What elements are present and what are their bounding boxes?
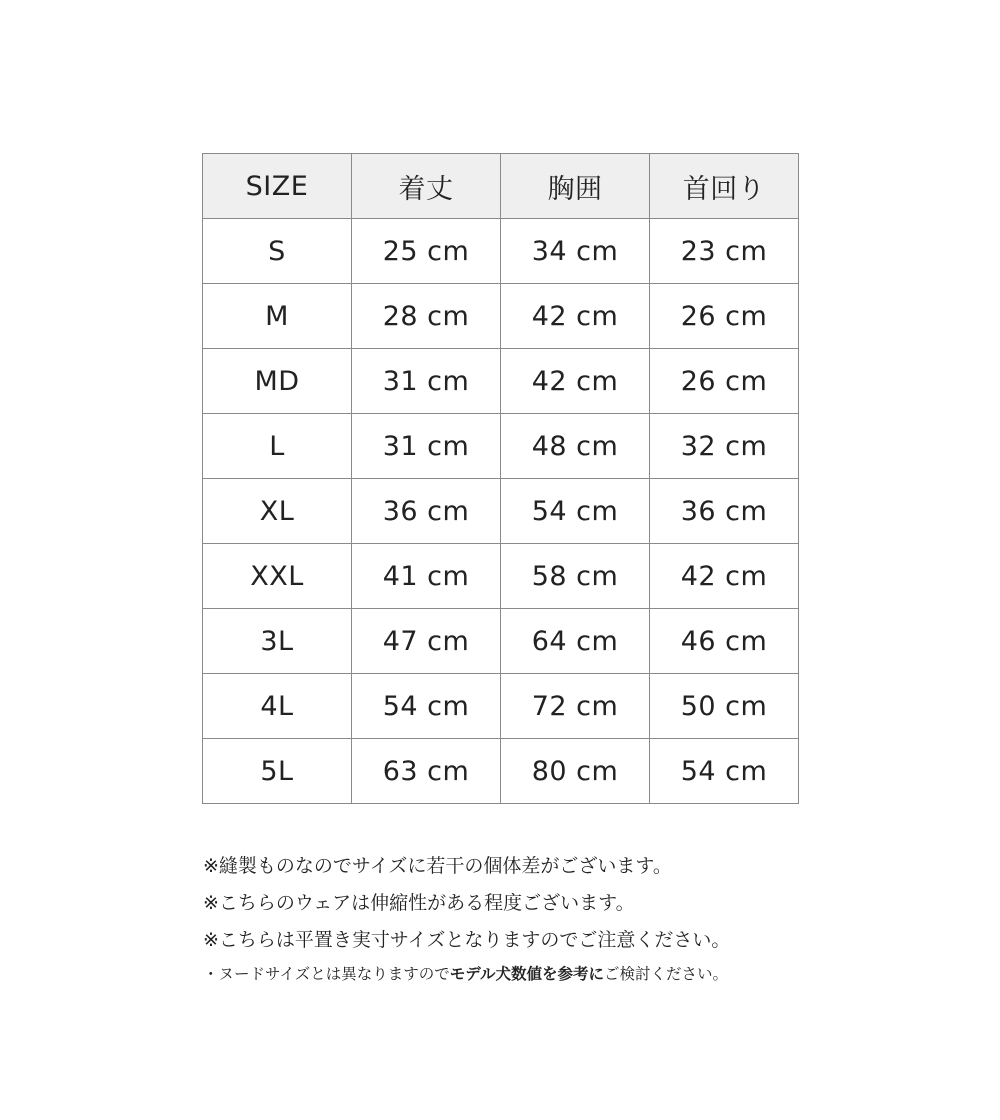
table-row (203, 284, 799, 349)
cell-chest: 58 cm (501, 544, 650, 609)
cell-neck: 32 cm (650, 414, 799, 479)
cell-length: 41 cm (352, 544, 501, 609)
note-nude-size-suffix: ご検討ください。 (604, 965, 729, 983)
cell-neck: 36 cm (650, 479, 799, 544)
cell-size: S (203, 219, 352, 284)
cell-size: 3L (203, 609, 352, 674)
cell-size: 4L (203, 674, 352, 739)
header-length: 着丈 (352, 154, 501, 219)
table-header-row (203, 154, 799, 219)
note-stretch: ※こちらのウェアは伸縮性がある程度ございます。 (203, 892, 635, 914)
header-neck: 首回り (650, 154, 799, 219)
cell-chest: 48 cm (501, 414, 650, 479)
cell-length: 54 cm (352, 674, 501, 739)
cell-chest: 64 cm (501, 609, 650, 674)
cell-neck: 50 cm (650, 674, 799, 739)
note-sewing-variance: ※縫製ものなのでサイズに若干の個体差がございます。 (203, 855, 672, 877)
table-row (203, 219, 799, 284)
table-row (203, 739, 799, 804)
cell-length: 36 cm (352, 479, 501, 544)
table-row (203, 414, 799, 479)
cell-chest: 34 cm (501, 219, 650, 284)
note-nude-size (203, 959, 823, 989)
cell-length: 63 cm (352, 739, 501, 804)
note-nude-size-prefix: ・ヌードサイズとは異なりますので (203, 965, 450, 983)
cell-neck: 23 cm (650, 219, 799, 284)
cell-size: 5L (203, 739, 352, 804)
cell-neck: 26 cm (650, 349, 799, 414)
cell-chest: 54 cm (501, 479, 650, 544)
cell-chest: 72 cm (501, 674, 650, 739)
size-chart-table (202, 153, 799, 804)
cell-size: XXL (203, 544, 352, 609)
cell-length: 31 cm (352, 349, 501, 414)
cell-size: L (203, 414, 352, 479)
cell-chest: 42 cm (501, 349, 650, 414)
table-row (203, 349, 799, 414)
cell-chest: 80 cm (501, 739, 650, 804)
cell-neck: 26 cm (650, 284, 799, 349)
cell-size: MD (203, 349, 352, 414)
cell-size: M (203, 284, 352, 349)
cell-length: 47 cm (352, 609, 501, 674)
cell-neck: 54 cm (650, 739, 799, 804)
cell-length: 28 cm (352, 284, 501, 349)
cell-length: 25 cm (352, 219, 501, 284)
note-model-dog-emphasis: モデル犬数値を参考に (449, 965, 604, 983)
table-row (203, 609, 799, 674)
header-size: SIZE (203, 154, 352, 219)
cell-neck: 42 cm (650, 544, 799, 609)
cell-size: XL (203, 479, 352, 544)
table-row (203, 674, 799, 739)
header-chest: 胸囲 (501, 154, 650, 219)
cell-chest: 42 cm (501, 284, 650, 349)
table-row (203, 479, 799, 544)
cell-length: 31 cm (352, 414, 501, 479)
note-flat-measurement: ※こちらは平置き実寸サイズとなりますのでご注意ください。 (203, 929, 731, 951)
notes-section (203, 848, 823, 989)
table-row (203, 544, 799, 609)
cell-neck: 46 cm (650, 609, 799, 674)
